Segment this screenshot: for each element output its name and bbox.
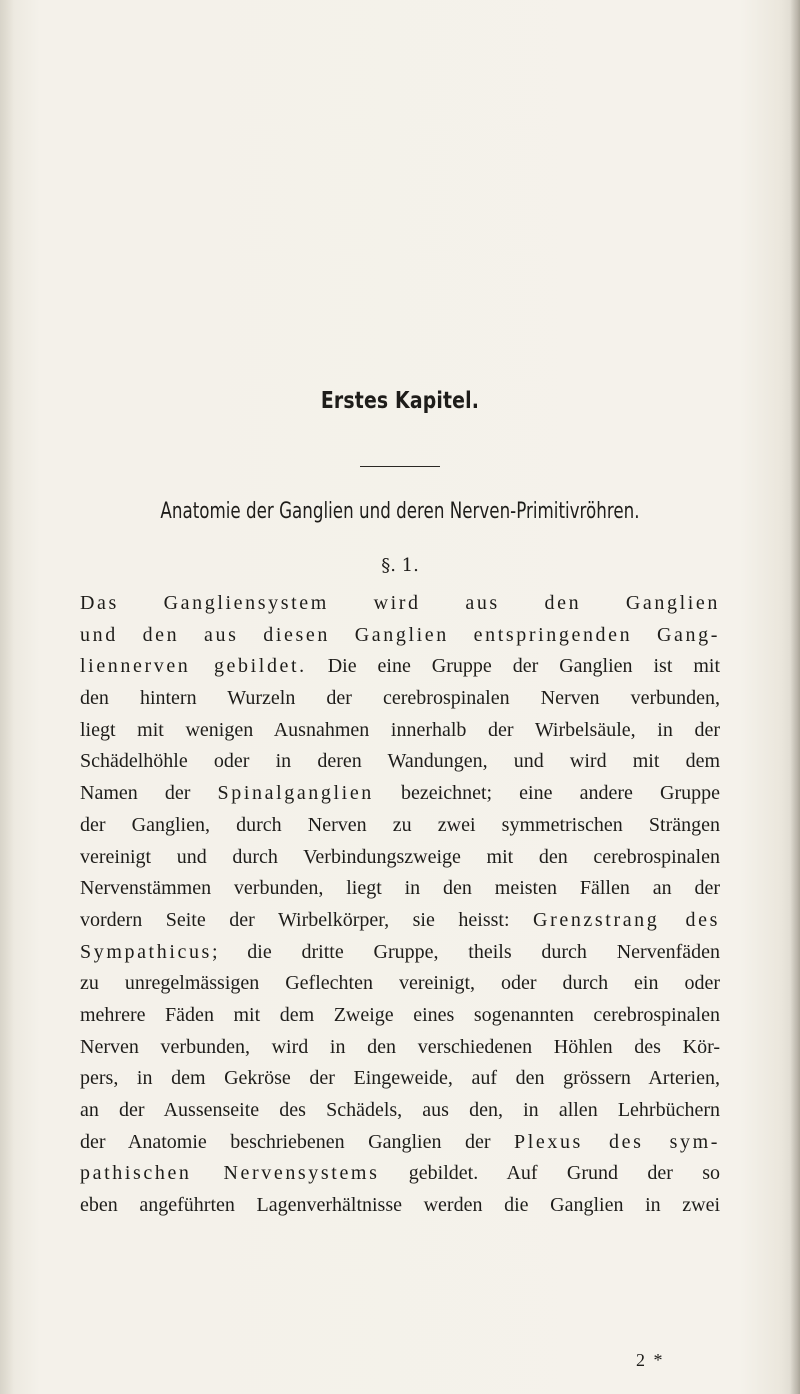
text-line: Nervenstämmen verbunden, liegt in den meisten Fällen an der [80,877,720,900]
section-number: §. 1. [381,555,419,576]
text-line: pers, in dem Gekröse der Eingeweide, auf den grössern Arterien, [80,1067,720,1090]
title-divider [360,466,440,467]
text-line: der Anatomie beschriebenen Ganglien der Plexus des sym- [80,1130,720,1153]
text-line: liennerven gebildet. Die eine Gruppe der Ganglien ist mit [80,655,720,678]
text-line: Schädelhöhle oder in deren Wandungen, und wird mit dem [80,750,720,773]
text-line: liegt mit wenigen Ausnahmen innerhalb der Wirbelsäule, in der [80,718,720,741]
body-paragraph [80,588,720,1222]
text-line: der Ganglien, durch Nerven zu zwei symmetrischen Strängen [80,813,720,836]
text-line: vordern Seite der Wirbelkörper, sie heisst: Grenzstrang des [80,908,720,931]
text-line: Namen der Spinalganglien bezeichnet; eine andere Gruppe [80,782,720,805]
text-line: vereinigt und durch Verbindungszweige mit den cerebrospinalen [80,845,720,868]
text-line: eben angeführten Lagenverhältnisse werden die Ganglien in zwei [80,1194,720,1217]
text-line: mehrere Fäden mit dem Zweige eines sogenannten cerebrospinalen [80,1003,720,1026]
text-line: an der Aussenseite des Schädels, aus den, in allen Lehrbüchern [80,1099,720,1121]
page-gutter-shadow [0,0,14,1394]
chapter-subtitle: Anatomie der Ganglien und deren Nerven-Primitivröhren. [160,499,640,524]
text-line: Das Gangliensystem wird aus den Ganglien [80,592,720,614]
signature-mark: 2 * [636,1350,665,1370]
page-edge [790,0,800,1394]
text-line: Nerven verbunden, wird in den verschiedenen Höhlen des Kör- [80,1035,720,1058]
chapter-title: Erstes Kapitel. [320,388,480,414]
text-line: den hintern Wurzeln der cerebrospinalen Nerven verbunden, [80,687,720,710]
text-line: pathischen Nervensystems gebildet. Auf Grund der so [80,1162,720,1185]
text-line: und den aus diesen Ganglien entspringenden Gang- [80,623,720,646]
text-line: zu unregelmässigen Geflechten vereinigt, oder durch ein oder [80,972,720,995]
text-line: Sympathicus; die dritte Gruppe, theils durch Nervenfäden [80,940,720,963]
